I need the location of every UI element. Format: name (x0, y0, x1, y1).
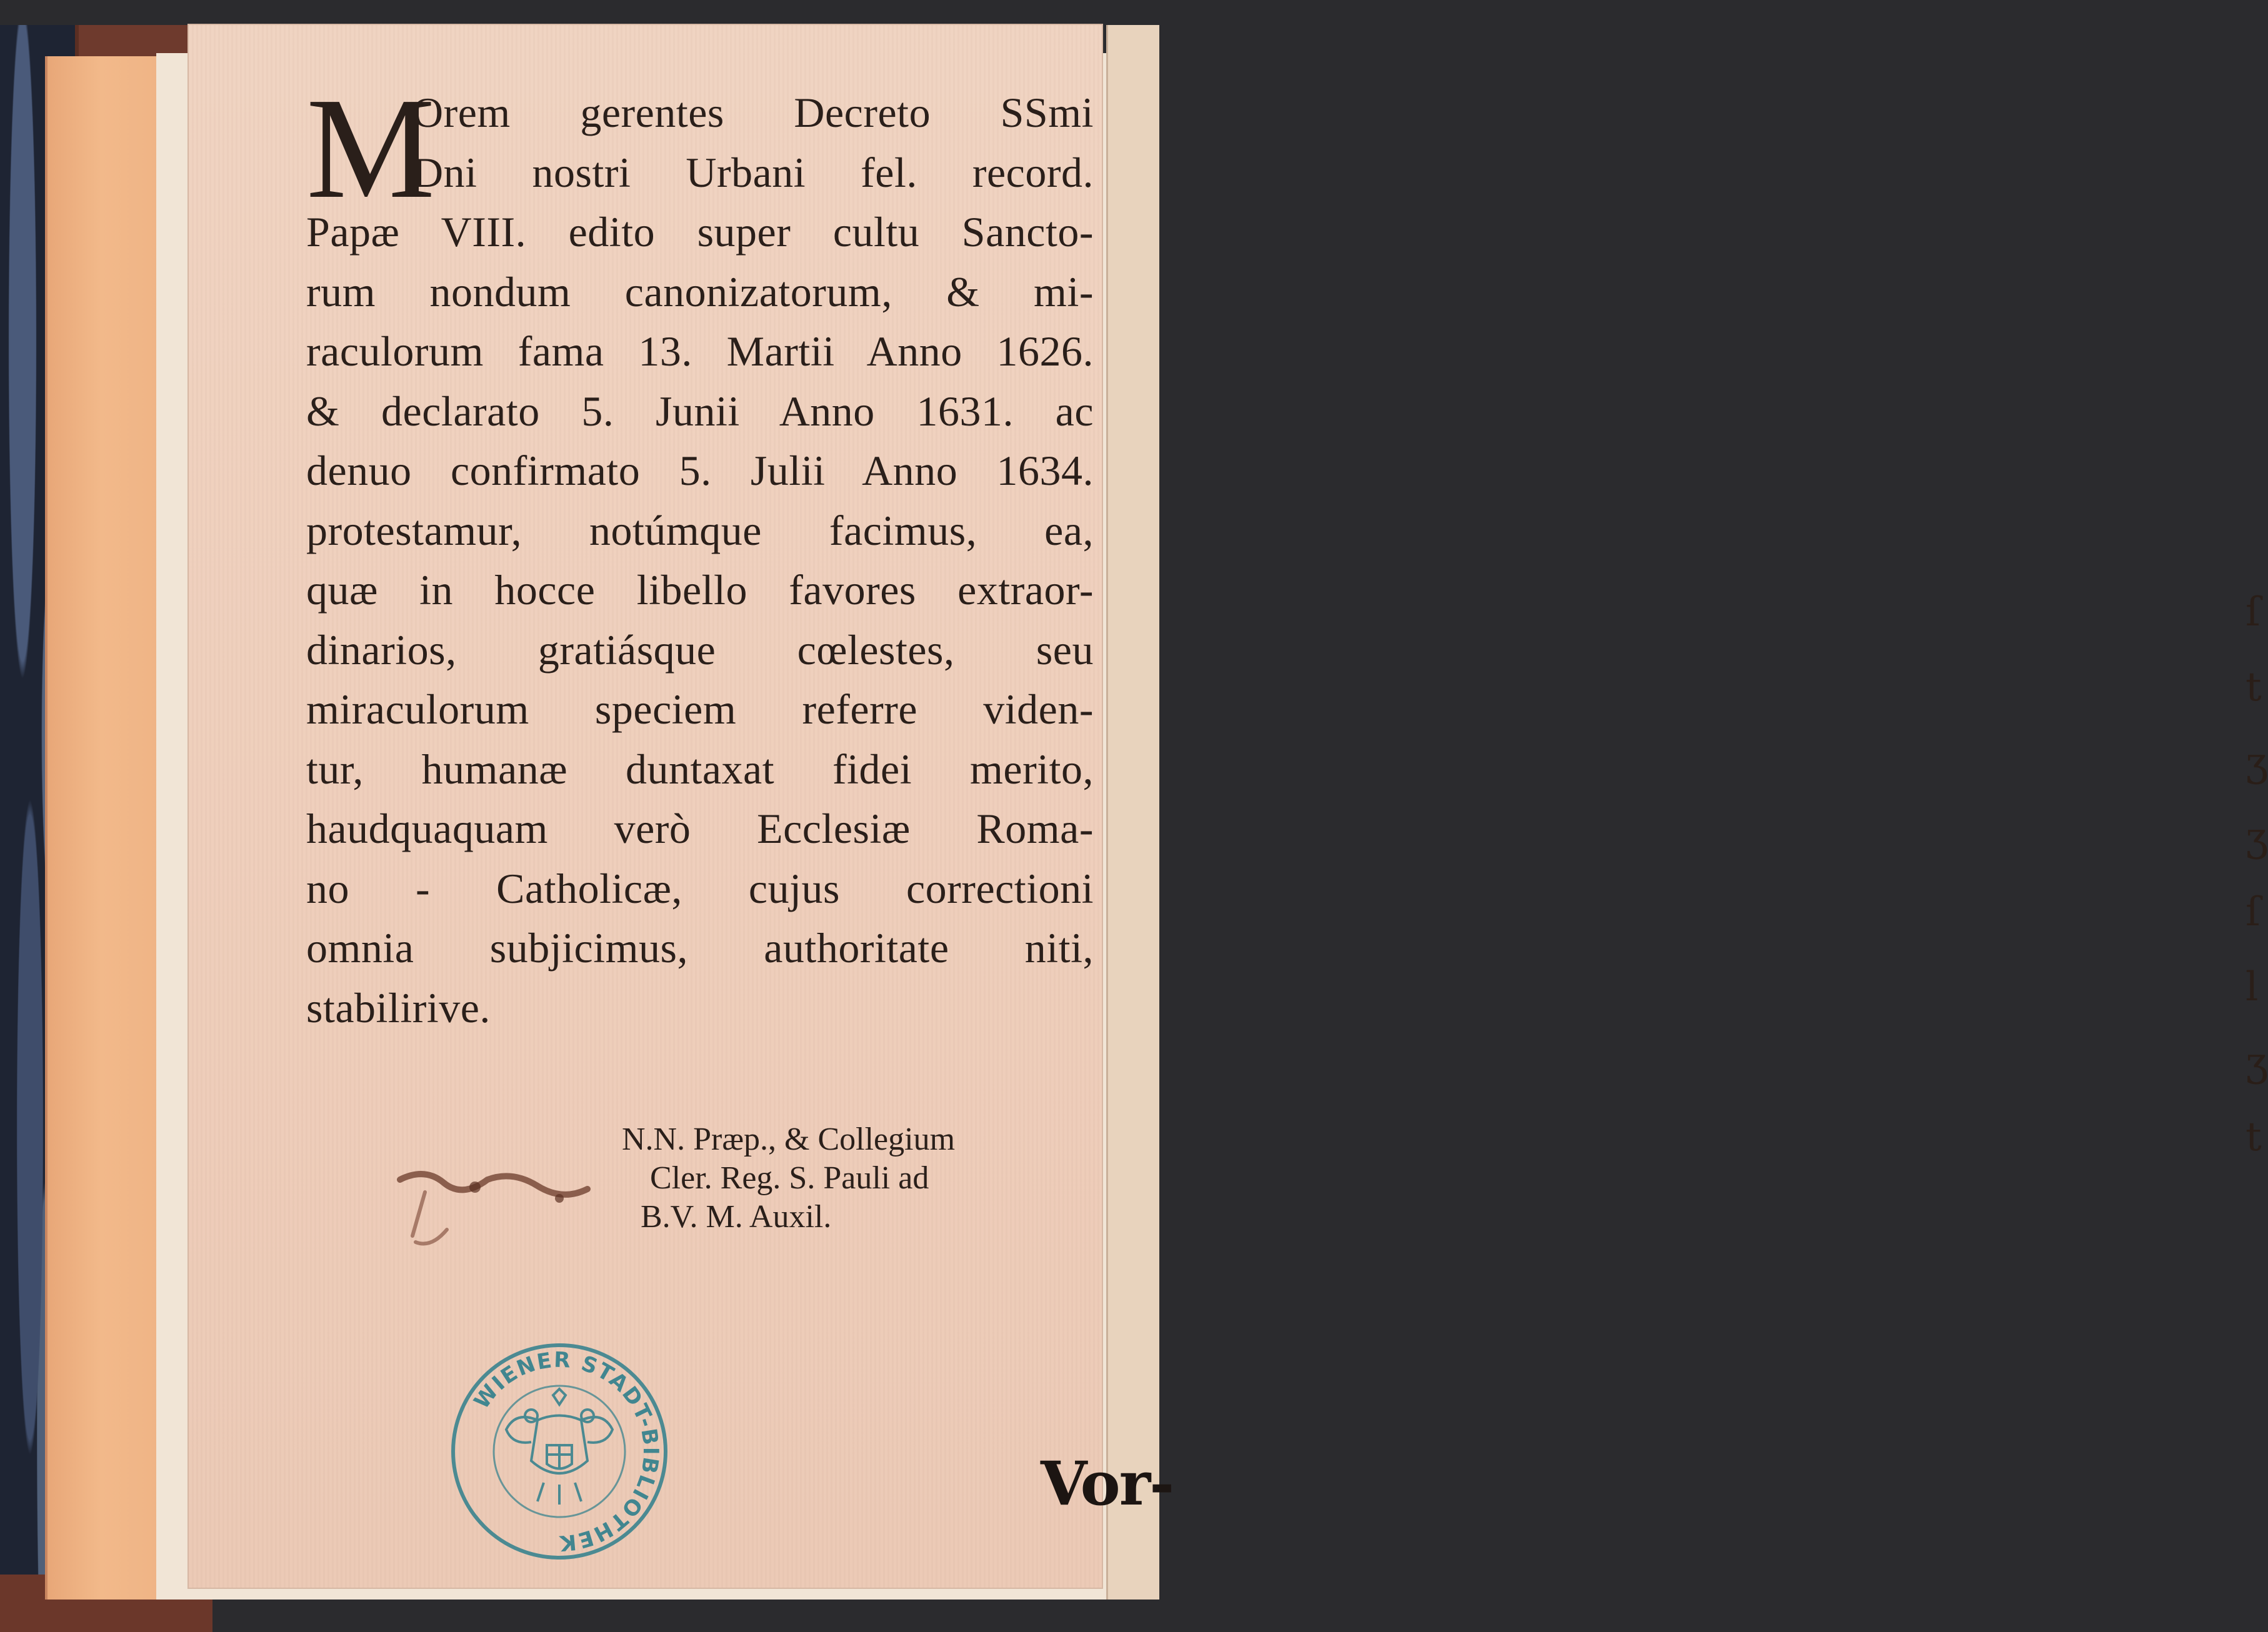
text-line: Papæ VIII. edito super cultu Sancto- (306, 208, 1094, 256)
document-page (187, 24, 1174, 1589)
next-page-glyphs: ſ t ʒ ʒ ſ l ʒ t (2246, 589, 2268, 1160)
signature-line: B.V. M. Auxil. (641, 1199, 832, 1235)
text-line: denuo confirmato 5. Julii Anno 1634. (306, 447, 1094, 494)
catchword: Vor- (1041, 1448, 1174, 1519)
text-line: omnia subjicimus, authoritate niti, (306, 924, 1094, 972)
text-line: rum nondum canonizatorum, & mi- (306, 267, 1094, 316)
handwritten-ink-mark (387, 1155, 594, 1261)
signature-block (622, 1120, 955, 1236)
signature-line: N.N. Præp., & Collegium (622, 1122, 956, 1157)
drop-cap: M (306, 68, 436, 229)
text-line: tur, humanæ duntaxat fidei merito, (306, 745, 1094, 793)
library-stamp (444, 1336, 675, 1567)
stamp-text: WIENER STADT-BIBLIOTHEK (469, 1347, 664, 1556)
text-line: haudquaquam verò Ecclesiæ Roma- (306, 805, 1094, 852)
text-line: raculorum fama 13. Martii Anno 1626. (306, 327, 1094, 375)
text-line: no - Catholicæ, cujus correctioni (306, 864, 1094, 912)
text-line: dinarios, gratiásque cœlestes, seu (306, 625, 1094, 674)
body-text (306, 68, 1094, 1038)
text-line: protestamur, notúmque facimus, ea, (306, 506, 1094, 554)
text-line: miraculorum speciem referre viden- (306, 685, 1094, 733)
text-line: & declarato 5. Junii Anno 1631. ac (306, 387, 1094, 435)
text-line: Orem gerentes Decreto SSmi (412, 89, 1094, 136)
text-line: Dni nostri Urbani fel. record. (412, 148, 1094, 196)
text-line: quæ in hocce libello favores extraor- (306, 566, 1094, 614)
text-line: stabilirive. (306, 983, 491, 1032)
signature-line: Cler. Reg. S. Pauli ad (650, 1160, 929, 1196)
